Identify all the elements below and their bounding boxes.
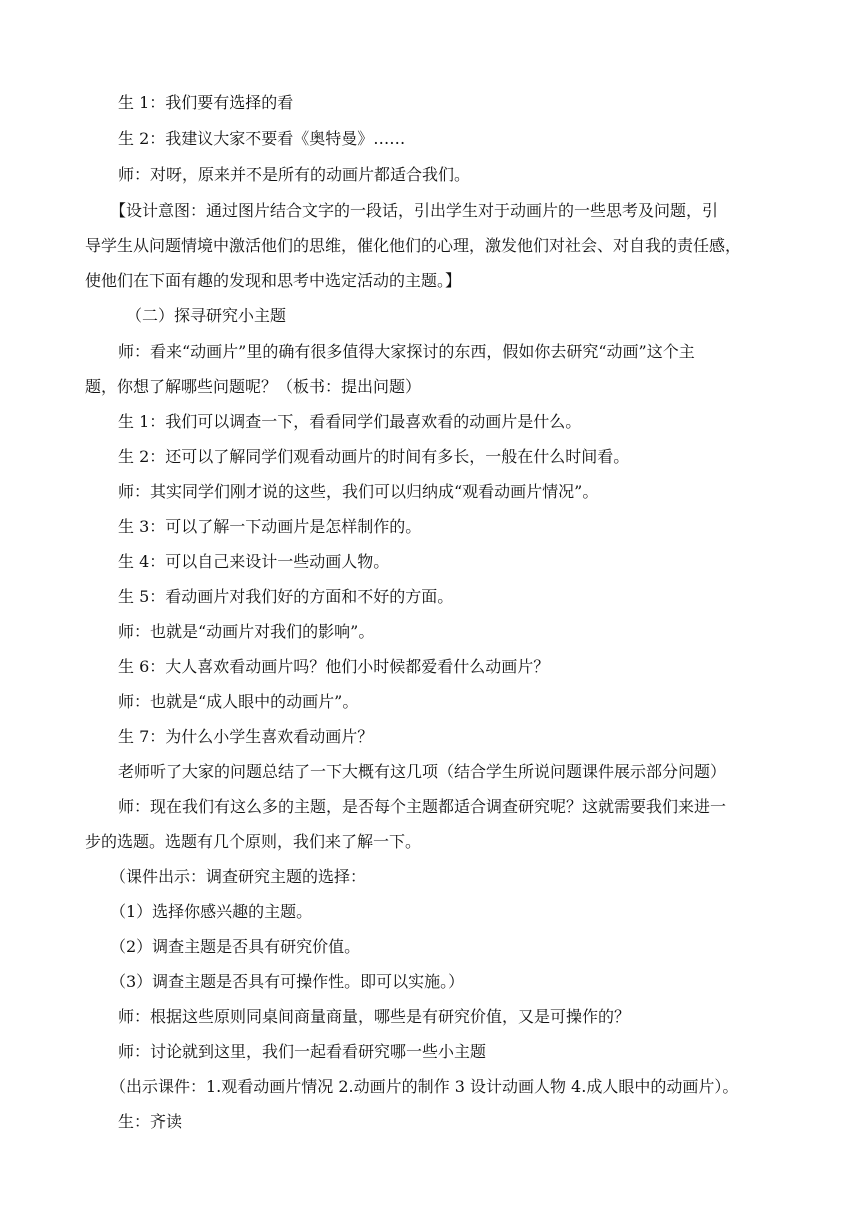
paragraph-line: 生 2：还可以了解同学们观看动画片的时间有多长，一般在什么时间看。 bbox=[118, 447, 630, 466]
section-heading: （二）探寻研究小主题 bbox=[126, 306, 287, 325]
paragraph-line: 生 5：看动画片对我们好的方面和不好的方面。 bbox=[118, 587, 454, 606]
paragraph-line: 生 2：我建议大家不要看《奥特曼》…… bbox=[118, 129, 406, 148]
design-intent-line: 导学生从问题情境中激活他们的思维，催化他们的心理，激发他们对社会、对自我的责任感， bbox=[85, 236, 742, 255]
paragraph-line: 师：也就是“成人眼中的动画片”。 bbox=[118, 692, 359, 711]
paragraph-line: 步的选题。选题有几个原则，我们来了解一下。 bbox=[85, 832, 422, 851]
paragraph-line: 师：其实同学们刚才说的这些，我们可以归纳成“观看动画片情况”。 bbox=[118, 482, 599, 501]
paragraph-line: 生 3：可以了解一下动画片是怎样制作的。 bbox=[118, 517, 422, 536]
courseware-item: （3）调查主题是否具有可操作性。即可以实施。） bbox=[110, 972, 465, 991]
courseware-line: （课件出示：调查研究主题的选择： bbox=[110, 867, 367, 886]
paragraph-line: 题，你想了解哪些问题呢？（板书：提出问题） bbox=[85, 377, 422, 396]
design-intent-line: 使他们在下面有趣的发现和思考中选定活动的主题。】 bbox=[85, 271, 462, 290]
paragraph-line: 师：对呀，原来并不是所有的动画片都适合我们。 bbox=[118, 165, 471, 184]
paragraph-line: 生：齐读 bbox=[118, 1112, 183, 1131]
design-intent-line: 【设计意图：通过图片结合文字的一段话，引出学生对于动画片的一些思考及问题，引 bbox=[110, 201, 719, 220]
paragraph-line: 生 4：可以自己来设计一些动画人物。 bbox=[118, 552, 390, 571]
paragraph-line: 师：根据这些原则同桌间商量商量，哪些是有研究价值，又是可操作的？ bbox=[118, 1007, 631, 1026]
paragraph-line: 师：现在我们有这么多的主题，是否每个主题都适合调查研究呢？这就需要我们来进一 bbox=[118, 797, 727, 816]
paragraph-line: 生 6：大人喜欢看动画片吗？他们小时候都爱看什么动画片？ bbox=[118, 657, 550, 676]
paragraph-line: 生 1：我们可以调查一下，看看同学们最喜欢看的动画片是什么。 bbox=[118, 412, 582, 431]
paragraph-line: 老师听了大家的问题总结了一下大概有这几项（结合学生所说问题课件展示部分问题） bbox=[118, 762, 727, 781]
courseware-item: （2）调查主题是否具有研究价值。 bbox=[110, 937, 361, 956]
paragraph-line: 师：讨论就到这里，我们一起看看研究哪一些小主题 bbox=[118, 1042, 487, 1061]
paragraph-line: 生 1：我们要有选择的看 bbox=[118, 93, 294, 112]
paragraph-line: 师：也就是“动画片对我们的影响”。 bbox=[118, 622, 375, 641]
courseware-line: （出示课件：1.观看动画片情况 2.动画片的制作 3 设计动画人物 4.成人眼中的动画片）。 bbox=[110, 1077, 739, 1096]
paragraph-line: 师：看来“动画片”里的确有很多值得大家探讨的东西，假如你去研究“动画”这个主 bbox=[118, 342, 695, 361]
paragraph-line: 生 7：为什么小学生喜欢看动画片？ bbox=[118, 727, 374, 746]
courseware-item: （1）选择你感兴趣的主题。 bbox=[110, 902, 313, 921]
